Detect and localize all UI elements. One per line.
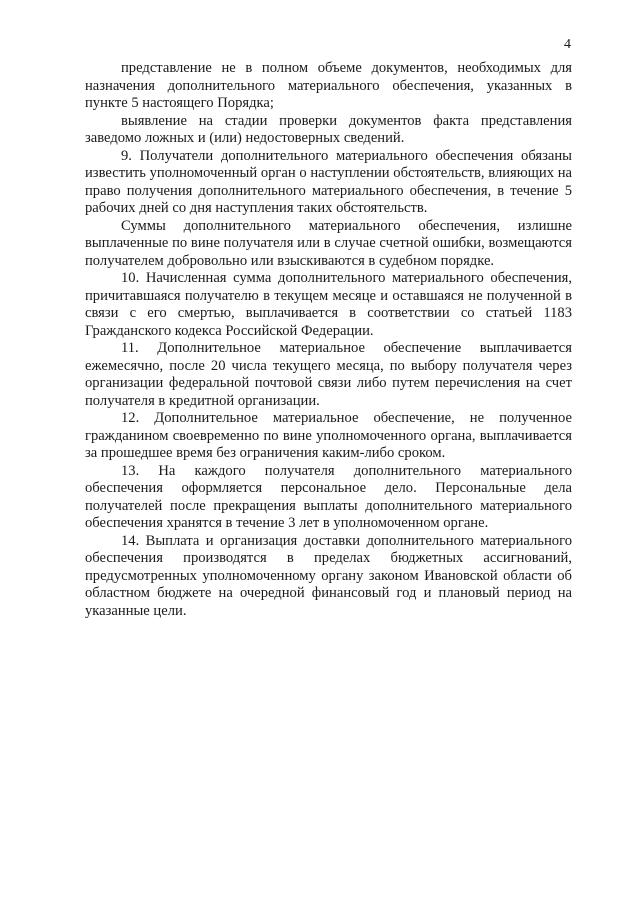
paragraph-overpaid-sums: Суммы дополнительного материального обеспечения, излишне выплаченные по вине получателя или в случае счетной ошибки, возмещаются получателем добровольно или взыскиваются в судебном порядке. xyxy=(85,217,572,269)
paragraph-item-13: 13. На каждого получателя дополнительного материального обеспечения оформляется персональное дело. Персональные дела получателей после прекращения выплаты дополнительного материального обеспечения хранятся в течение 3 лет в уполномоченном органе. xyxy=(85,462,572,531)
paragraph-item-12: 12. Дополнительное материальное обеспечение, не полученное гражданином своевременно по вине уполномоченного органа, выплачивается за прошедшее время без ограничения каким-либо сроком. xyxy=(85,410,572,461)
paragraph-item-10: 10. Начисленная сумма дополнительного материального обеспечения, причитавшаяся получателю в текущем месяце и оставшаяся не полученной в связи с его смертью, выплачивается в соответствии со статьей 1183 Гражданского кодекса Российской Федерации. xyxy=(85,270,572,339)
document-body xyxy=(85,60,572,620)
paragraph-incomplete-documents: представление не в полном объеме документов, необходимых для назначения дополнительного материального обеспечения, указанных в пункте 5 настоящего Порядка; xyxy=(85,60,572,111)
paragraph-false-information: выявление на стадии проверки документов факта представления заведомо ложных и (или) недостоверных сведений. xyxy=(85,112,572,146)
paragraph-item-9: 9. Получатели дополнительного материального обеспечения обязаны известить уполномоченный орган о наступлении обстоятельств, влияющих на право получения дополнительного материального обеспечения, в течение 5 рабочих дней со дня наступления таких обстоятельств. xyxy=(85,147,572,216)
paragraph-item-14: 14. Выплата и организация доставки дополнительного материального обеспечения производятся в пределах бюджетных ассигнований, предусмотренных уполномоченному органу законом Ивановской области об областном бюджете на очередной финансовый год и плановый период на указанные цели. xyxy=(85,532,572,619)
page-number: 4 xyxy=(564,37,571,52)
paragraph-item-11: 11. Дополнительное материальное обеспечение выплачивается ежемесячно, после 20 числа текущего месяца, по выбору получателя через организации федеральной почтовой связи либо путем перечисления на счет получателя в кредитной организации. xyxy=(85,340,572,409)
